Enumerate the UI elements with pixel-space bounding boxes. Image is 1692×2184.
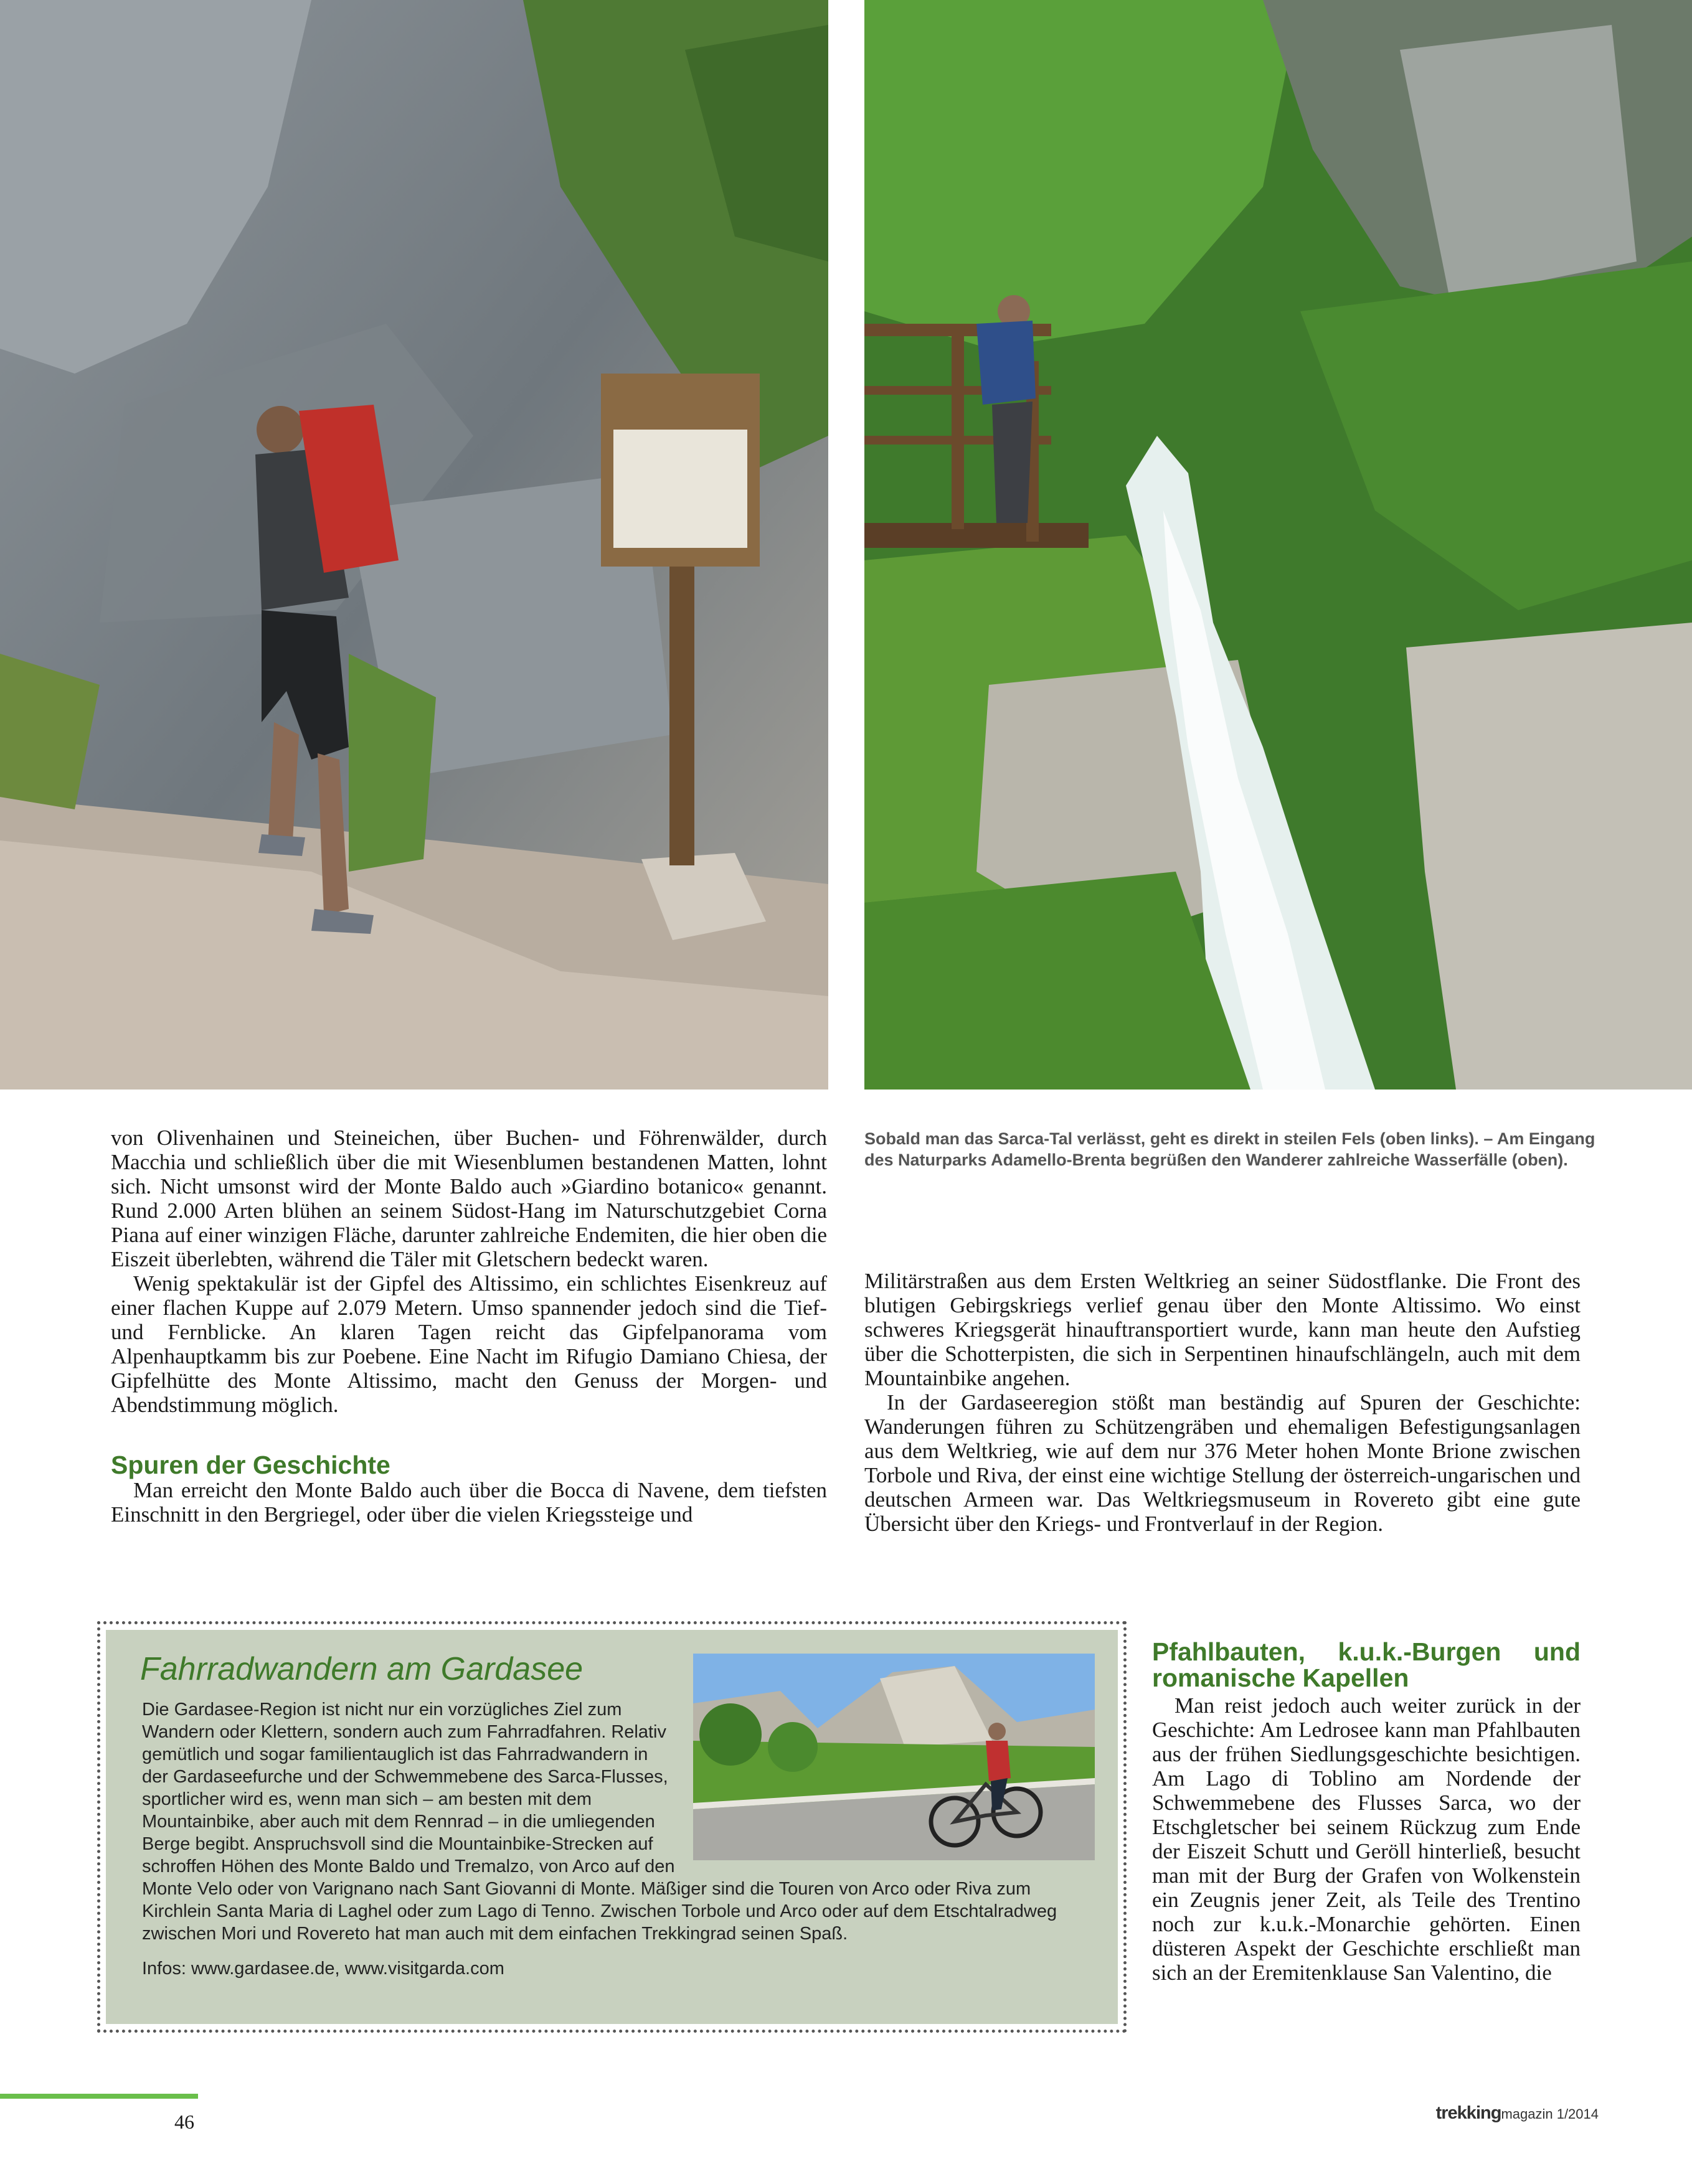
info-box-fahrradwandern xyxy=(106,1630,1118,2024)
footer-rule xyxy=(0,2094,198,2099)
right-column xyxy=(864,1269,1581,1536)
info-box-links: Infos: www.gardasee.de, www.visitgarda.com xyxy=(142,1959,504,1979)
box-photo-biker xyxy=(693,1654,1095,1860)
photo-caption: Sobald man das Sarca-Tal verlässt, geht es direkt in steilen Fels (oben links). – Am Eingang des Naturparks Adamello-Brenta begrüßen den Wanderer zahlreiche Wasserfälle (oben). xyxy=(864,1129,1595,1169)
info-box-title: Fahrradwandern am Gardasee xyxy=(140,1651,584,1687)
mountain-biker-photo xyxy=(693,1654,1095,1860)
info-box-text: Die Gardasee-Region ist nicht nur ein vorzügliches Ziel zum Wandern oder Klettern, sondern auch zum Fahrradfahren. Relativ gemütlich und sogar familientauglich ist das Fahrradwandern in der Gardaseefurche und der Schwemmebene des Sarca-Flusses, sportlicher wird es, wenn man sich – am besten mit dem Mountainbike, aber auch mit dem Rennrad – in die umliegenden Berge begibt. Anspruchsvoll sind die Mountainbike-Strecken auf schroffen Höhen des Monte Baldo und Tremalzo, von Arco auf den Monte Velo oder von Varignano nach Sant Giovanni di Monte. Mäßiger sind die Touren von Arco oder Riva zum Kirchlein Santa Maria di Laghel oder zum Lago di Tenno. Zwischen Torbole und Arco oder auf dem Etschtalradweg zwischen Mori und Rovereto hat man auch mit dem einfachen Trekkingrad seinen Spaß. xyxy=(142,1700,1057,1944)
left-paragraph-2: Wenig spektakulär ist der Gipfel des Altissimo, ein schlichtes Eisenkreuz auf einer flachen Kuppe auf 2.079 Metern. Umso spannender jedoch sind die Tief- und Fernblicke. An klaren Tagen reicht das Gipfelpanorama vom Alpenhauptkamm bis zur Poebene. Eine Nacht im Rifugio Damiano Chiesa, der Gipfelhütte des Monte Altissimo, macht den Genuss der Morgen- und Abendstimmung möglich. xyxy=(111,1271,827,1417)
narrow-column xyxy=(1152,1639,1581,1985)
heading-pfahlbauten: Pfahlbauten, k.u.k.-Burgen und romanische Kapellen xyxy=(1152,1637,1581,1692)
magazine-brand: trekking xyxy=(1435,2103,1501,2123)
magazine-credit xyxy=(1436,2103,1599,2124)
photo-hiker xyxy=(0,0,828,1090)
left-paragraph-3: Man erreicht den Monte Baldo auch über die Bocca di Navene, dem tiefsten Einschnitt in den Bergriegel, oder über die vielen Kriegssteige und xyxy=(111,1478,827,1527)
right-paragraph-2: In der Gardaseeregion stößt man beständig auf Spuren der Geschichte: Wanderungen führen zu Schützengräben und ehemaligen Befestigungsanlagen aus dem Weltkrieg, wie auf dem nur 376 Meter hohen Monte Brione zwischen Torbole und Riva, der einst eine wichtige Stellung der österreich-ungarischen und deutschen Armeen war. Das Weltkriegsmuseum in Rovereto gibt eine gute Übersicht über den Kriegs- und Frontverlauf in der Region. xyxy=(864,1390,1581,1536)
heading-spuren: Spuren der Geschichte xyxy=(111,1451,390,1479)
waterfall-gorge-photo xyxy=(864,0,1692,1090)
left-column xyxy=(111,1126,827,1527)
magazine-issue: magazin 1/2014 xyxy=(1501,2106,1599,2122)
narrow-paragraph-1: Man reist jedoch auch weiter zurück in der Geschichte: Am Ledrosee kann man Pfahlbauten aus der frühen Siedlungsgeschichte besichtigen. Am Lago di Toblino am Nordende der Schwemmebene des Flusses Sarca, wo der Etschgletscher bei seinem Rückzug zum Ende der Eiszeit Schutt und Geröll hinterließ, besucht man mit der Burg der Grafen von Wolkenstein ein Zeugnis jener Zeit, als Teile des Trentino noch zur k.u.k.-Monarchie gehörten. Einen düsteren Aspekt der Geschichte erschließt man sich an der Eremitenklause San Valentino, die xyxy=(1152,1693,1581,1985)
photo-waterfall xyxy=(864,0,1692,1090)
hiker-on-rocky-trail-photo xyxy=(0,0,828,1090)
left-paragraph-1: von Olivenhainen und Steineichen, über Buchen- und Föhrenwälder, durch Macchia und schließlich über die mit Wiesenblumen bestandenen Matten, lohnt sich. Nicht umsonst wird der Monte Baldo auch »Giardino botanico« genannt. Rund 2.000 Arten blühen an seinem Südost-Hang im Naturschutzgebiet Corna Piana auf einer winzigen Fläche, darunter zahlreiche Endemiten, die hier oben die Eiszeit überlebten, während die Täler mit Gletschern bedeckt waren. xyxy=(111,1126,827,1271)
page-number: 46 xyxy=(174,2111,194,2133)
right-paragraph-1: Militärstraßen aus dem Ersten Weltkrieg an seiner Südostflanke. Die Front des blutigen Gebirgskriegs verlief genau über den Monte Altissimo. Wo einst schweres Kriegsgerät hinauftransportiert wurde, kann man heute den Aufstieg über die Schotterpisten, die sich in Serpentinen hinaufschlängeln, auch mit dem Mountainbike angehen. xyxy=(864,1269,1581,1390)
info-box-body xyxy=(142,1698,1089,1980)
